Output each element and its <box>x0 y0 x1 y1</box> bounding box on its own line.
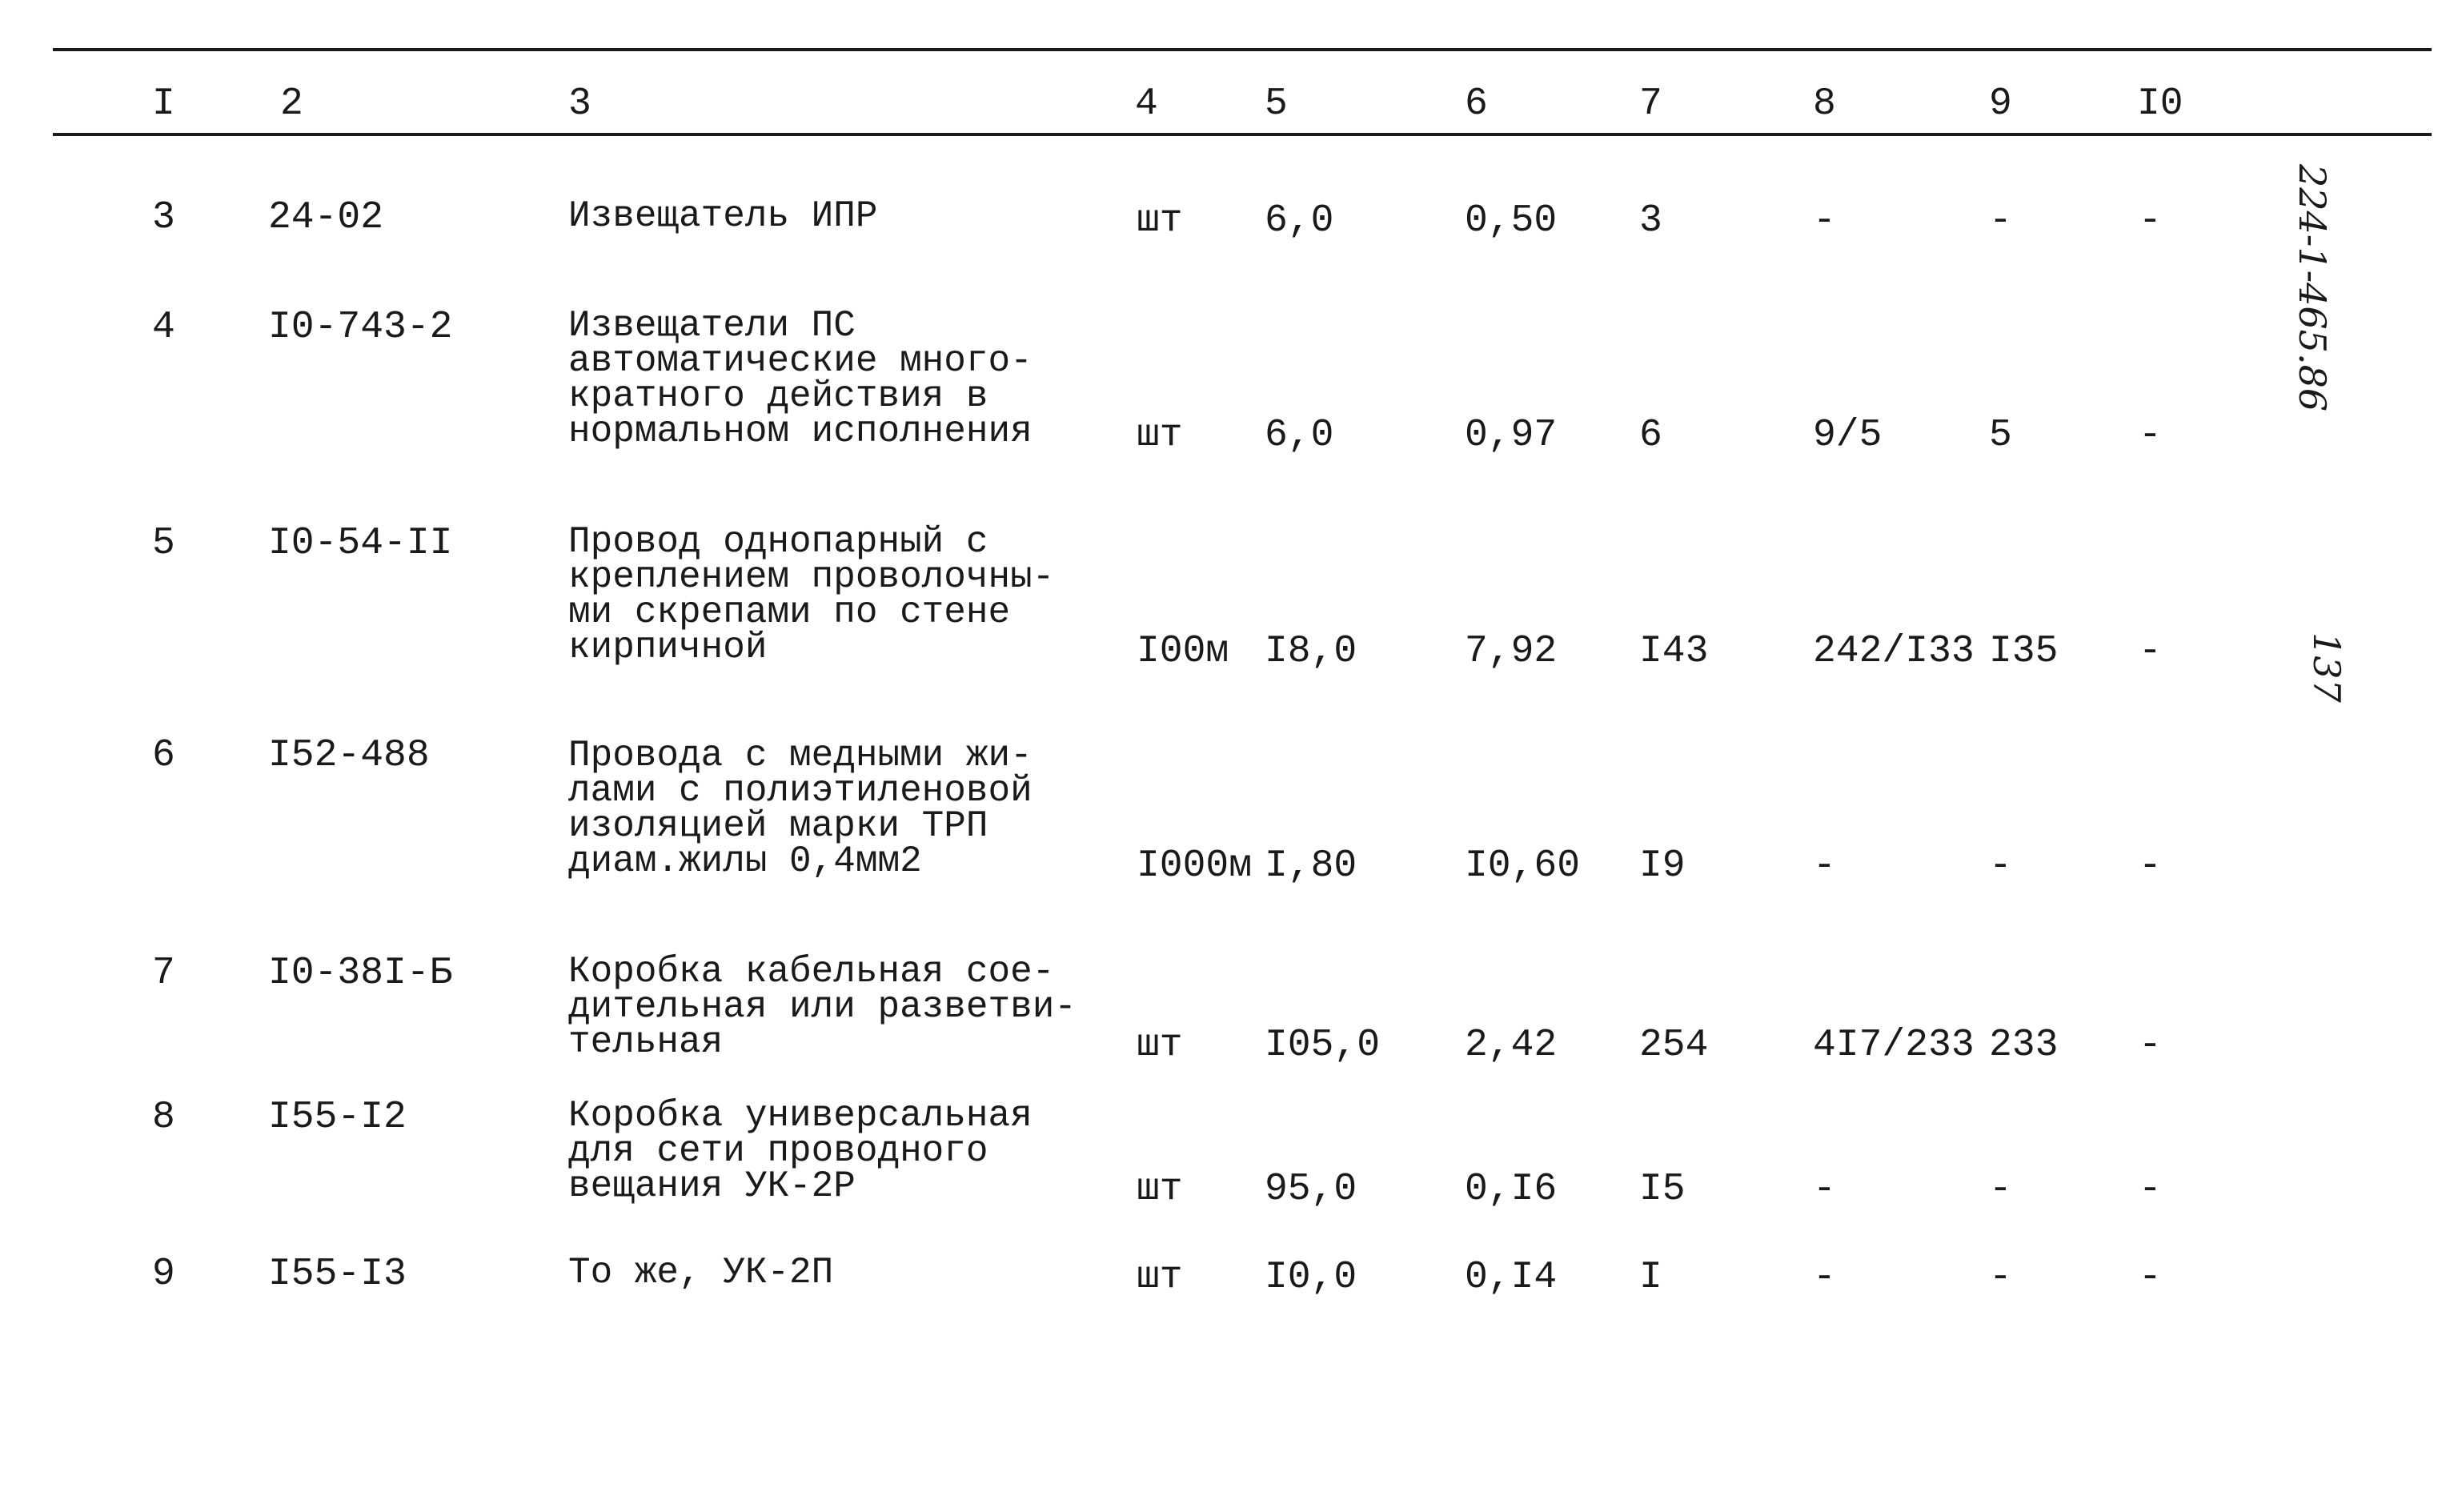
row-quantity: I,80 <box>1265 844 1357 888</box>
header-bottom-rule <box>53 133 2432 136</box>
row-col6: 0,97 <box>1465 414 1558 457</box>
row-col6: I0,60 <box>1465 844 1581 888</box>
row-number: 9 <box>152 1253 175 1296</box>
row-col9: - <box>1989 844 2012 888</box>
row-description: То же, УК-2П <box>568 1252 834 1293</box>
row-col7: I43 <box>1639 630 1709 673</box>
row-description: Извещатель ИПР <box>568 195 878 237</box>
margin-document-number: 224-1-465.86 <box>2291 164 2334 412</box>
row-col7: 6 <box>1639 414 1662 457</box>
row-col9: - <box>1989 199 2012 243</box>
row-unit: шт <box>1137 199 1183 243</box>
margin-page-number: 137 <box>2305 632 2348 703</box>
row-unit: шт <box>1137 1024 1183 1067</box>
row-quantity: 6,0 <box>1265 414 1334 457</box>
column-header-7: 7 <box>1639 82 1662 126</box>
table-top-rule <box>53 48 2432 51</box>
row-col9: 233 <box>1989 1024 2059 1067</box>
row-col9: 5 <box>1989 414 2012 457</box>
row-code: I52-488 <box>268 734 430 777</box>
row-quantity: I05,0 <box>1265 1024 1381 1067</box>
row-col7: I9 <box>1639 844 1686 888</box>
row-col8: - <box>1813 199 1836 243</box>
row-col8: - <box>1813 1256 1836 1299</box>
row-col9: - <box>1989 1256 2012 1299</box>
row-col10: - <box>2139 1024 2162 1067</box>
column-header-5: 5 <box>1265 82 1288 126</box>
row-number: 3 <box>152 196 175 239</box>
row-number: 8 <box>152 1096 175 1139</box>
row-number: 7 <box>152 952 175 995</box>
row-unit: шт <box>1137 1168 1183 1211</box>
row-col9: I35 <box>1989 630 2059 673</box>
row-quantity: 6,0 <box>1265 199 1334 243</box>
row-unit: шт <box>1137 414 1183 457</box>
row-col8: - <box>1813 844 1836 888</box>
row-col8: 9/5 <box>1813 414 1883 457</box>
row-col6: 0,50 <box>1465 199 1558 243</box>
row-col10: - <box>2139 844 2162 888</box>
row-unit: шт <box>1137 1256 1183 1299</box>
row-col10: - <box>2139 199 2162 243</box>
row-description: Коробка универсальная для сети проводного вещания УК-2Р <box>568 1095 1033 1207</box>
column-header-6: 6 <box>1465 82 1488 126</box>
row-col6: 2,42 <box>1465 1024 1558 1067</box>
row-number: 4 <box>152 306 175 349</box>
row-code: I55-I3 <box>268 1253 407 1296</box>
row-col7: I5 <box>1639 1168 1686 1211</box>
row-description: Провод однопарный с креплением проволочны- ми скрепами по стене кирпичной <box>568 521 1055 668</box>
row-number: 5 <box>152 522 175 565</box>
row-description: Провода с медными жи- лами с полиэтиленовой изоляцией марки ТРП диам.жилы 0,4мм2 <box>568 735 1033 882</box>
row-col7: 254 <box>1639 1024 1709 1067</box>
row-col10: - <box>2139 414 2162 457</box>
row-code: I0-38I-Б <box>268 952 453 995</box>
row-col10: - <box>2139 1256 2162 1299</box>
row-col6: 7,92 <box>1465 630 1558 673</box>
row-code: I55-I2 <box>268 1096 407 1139</box>
row-number: 6 <box>152 734 175 777</box>
row-col10: - <box>2139 630 2162 673</box>
row-col6: 0,I4 <box>1465 1256 1558 1299</box>
row-col6: 0,I6 <box>1465 1168 1558 1211</box>
column-header-3: 3 <box>568 82 591 126</box>
row-code: 24-02 <box>268 196 384 239</box>
column-header-8: 8 <box>1813 82 1836 126</box>
column-header-9: 9 <box>1989 82 2012 126</box>
row-col10: - <box>2139 1168 2162 1211</box>
row-col7: I <box>1639 1256 1662 1299</box>
row-quantity: 95,0 <box>1265 1168 1357 1211</box>
row-col9: - <box>1989 1168 2012 1211</box>
row-quantity: I8,0 <box>1265 630 1357 673</box>
column-header-10: I0 <box>2137 82 2183 126</box>
row-description: Извещатели ПС автоматические много- кратного действия в нормальном исполнения <box>568 305 1033 452</box>
row-code: I0-743-2 <box>268 306 453 349</box>
row-col8: 4I7/233 <box>1813 1024 1975 1067</box>
row-col8: - <box>1813 1168 1836 1211</box>
column-header-2: 2 <box>280 82 303 126</box>
row-code: I0-54-II <box>268 522 453 565</box>
row-col7: 3 <box>1639 199 1662 243</box>
column-header-1: I <box>152 82 175 126</box>
column-header-4: 4 <box>1135 82 1158 126</box>
row-quantity: I0,0 <box>1265 1256 1357 1299</box>
row-col8: 242/I33 <box>1813 630 1975 673</box>
row-description: Коробка кабельная сое- дительная или разветви- тельная <box>568 951 1077 1063</box>
row-unit: I000м <box>1137 844 1253 888</box>
row-unit: I00м <box>1137 630 1229 673</box>
